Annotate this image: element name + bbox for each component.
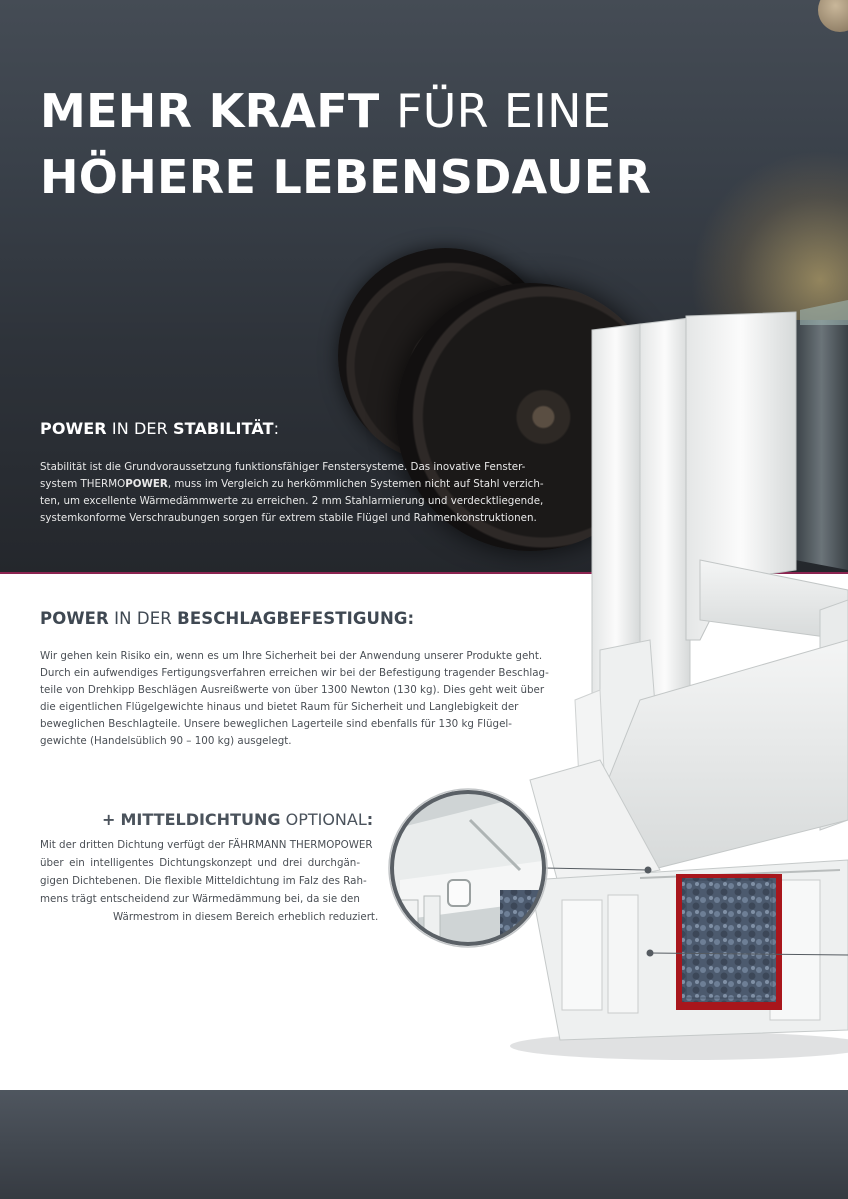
hero-divider-line — [0, 572, 848, 574]
hardware-heading — [40, 609, 414, 628]
sill-front — [530, 760, 660, 890]
profile-shadow — [510, 1032, 848, 1060]
middle-seal-heading — [102, 810, 373, 829]
middle-seal-line: mens trägt entscheidend zur Wärmedämmung bei, da sie den — [40, 893, 360, 905]
plain-text: system THERMO — [40, 478, 126, 490]
headline-bold: MEHR KRAFT — [40, 84, 380, 138]
hardware-line: beweglichen Beschlagteile. Unsere beweglichen Lagerteile sind ebenfalls für 130 kg Flügel- — [40, 718, 512, 730]
hardware-line: teile von Drehkipp Beschlägen Ausreißwerte von über 1300 Newton (130 kg). Dies geht weit über — [40, 684, 545, 696]
middle-seal-heading-bold: MITTELDICHTUNG — [120, 810, 281, 829]
hardware-heading-in-der: IN DER — [114, 609, 172, 628]
hardware-line: Wir gehen kein Risiko ein, wenn es um Ihre Sicherheit bei der Anwendung unserer Produkte geht. — [40, 650, 543, 662]
glazing-bead — [600, 640, 660, 790]
stability-line: systemkonforme Verschraubungen sorgen für extrem stabile Flügel und Rahmenkonstruktionen. — [40, 512, 537, 524]
reinforcement-frame — [676, 874, 782, 1010]
stability-paragraph — [40, 459, 542, 527]
hardware-line: gewichte (Handelsüblich 90 – 100 kg) ausgelegt. — [40, 735, 292, 747]
chamber-2 — [608, 895, 638, 1013]
zoom-ring — [392, 792, 544, 944]
pointer-dot — [647, 950, 654, 957]
hardware-paragraph — [40, 648, 562, 750]
stability-line-part — [40, 478, 544, 490]
stability-heading-in-der: IN DER — [111, 419, 168, 438]
stability-heading-topic: STABILITÄT — [173, 419, 274, 438]
middle-seal-plus: + — [102, 810, 116, 829]
chamber-3 — [770, 880, 820, 1020]
bead-lip — [575, 690, 605, 800]
page-headline — [40, 78, 651, 210]
zoom-connector-dot — [645, 867, 652, 874]
footer-band — [0, 1090, 848, 1199]
middle-seal-line: Mit der dritten Dichtung verfügt der FÄHRMANN THERMOPOWER — [40, 839, 373, 851]
chamber-1 — [562, 900, 602, 1010]
hardware-heading-power: POWER — [40, 609, 109, 628]
emphasis-text: POWER — [125, 478, 168, 490]
sash-edge — [820, 600, 848, 830]
hero-section — [0, 0, 848, 574]
cable-end-image — [818, 0, 848, 32]
middle-seal-line: über ein intelligentes Dichtungskonzept und drei durchgän- — [40, 857, 361, 869]
frame-section — [530, 860, 848, 1040]
middle-seal-line: gigen Dichtebenen. Die flexible Mitteldichtung im Falz des Rah- — [40, 875, 367, 887]
middle-seal-line: Wärmestrom in diesem Bereich erheblich reduziert. — [113, 911, 379, 923]
middle-seal-heading-colon: : — [366, 810, 374, 829]
steel-reinforcement — [682, 878, 776, 1002]
hardware-line: die eigentlichen Flügelgewichte hinaus und bietet Raum für Sicherheit und Langlebigkeit der — [40, 701, 519, 713]
plain-text: , muss im Vergleich zu herkömmlichen Systemen nicht auf Stahl verzich- — [167, 478, 544, 490]
middle-seal-paragraph — [40, 836, 390, 926]
stability-line: ten, um excellente Wärmedämmwerte zu erreichen. 2 mm Stahlarmierung und verdecktliegende, — [40, 495, 544, 507]
headline-line-2: HÖHERE LEBENSDAUER — [40, 150, 652, 204]
stability-line: Stabilität ist die Grundvoraussetzung funktionsfähiger Fenstersysteme. Das inovative Fenster- — [40, 461, 526, 473]
hardware-line: Durch ein aufwendiges Fertigungsverfahren erreichen wir bei der Befestigung tragender Beschlag- — [40, 667, 549, 679]
stability-heading — [40, 419, 279, 438]
hardware-heading-topic: BESCHLAGBEFESTIGUNG: — [177, 609, 415, 628]
sill-top — [600, 640, 848, 870]
stability-line — [40, 476, 542, 493]
middle-seal-heading-optional: OPTIONAL — [285, 810, 367, 829]
stability-heading-power: POWER — [40, 419, 107, 438]
frame-rib — [640, 870, 840, 878]
pointer-line — [650, 953, 848, 955]
headline-normal: FÜR EINE — [395, 84, 612, 138]
background-glow — [690, 150, 848, 410]
stability-heading-colon: : — [273, 419, 280, 438]
zoom-connector — [544, 868, 648, 870]
zoom-detail — [390, 790, 560, 960]
